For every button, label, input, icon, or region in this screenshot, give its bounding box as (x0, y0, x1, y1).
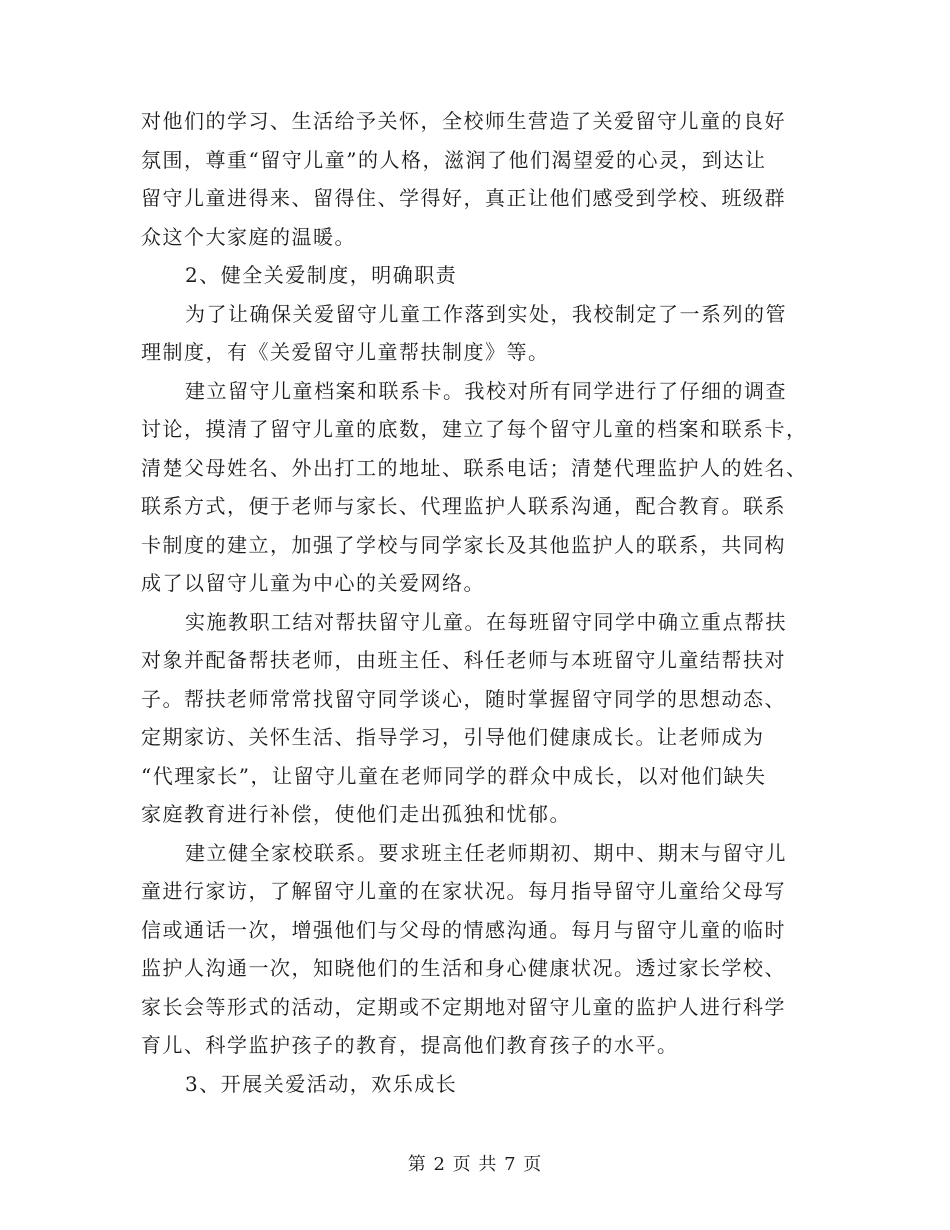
text-line: 定期家访、关怀生活、指导学习，引导他们健康成长。让老师成为 (141, 725, 765, 749)
text-line: 对他们的学习、生活给予关怀，全校师生营造了关爱留守儿童的良好 (141, 109, 786, 133)
text-line: 卡制度的建立，加强了学校与同学家长及其他监护人的联系，共同构 (141, 532, 786, 557)
text-line: 讨论，摸清了留守儿童的底数，建立了每个留守儿童的档案和联系卡， (141, 417, 808, 441)
text-line: 为了让确保关爱留守儿童工作落到实处，我校制定了一系列的管 (185, 301, 787, 326)
text-line: 监护人沟通一次，知晓他们的生活和身心健康状况。透过家长学校、 (141, 956, 786, 980)
section-heading: 2、健全关爱制度，明确职责 (185, 263, 458, 287)
text-line: 联系方式，便于老师与家长、代理监护人联系沟通，配合教育。联系 (141, 494, 786, 518)
text-line: 建立留守儿童档案和联系卡。我校对所有同学进行了仔细的调查 (185, 378, 787, 403)
text-line: 家长会等形式的活动，定期或不定期地对留守儿童的监护人进行科学 (141, 994, 786, 1019)
text-line: 理制度，有《关爱留守儿童帮扶制度》等。 (141, 340, 550, 364)
text-line: “代理家长”，让留守儿童在老师同学的群众中成长，以对他们缺失 (141, 763, 767, 788)
text-line: 育儿、科学监护孩子的教育，提高他们教育孩子的水平。 (141, 1033, 679, 1057)
text-line: 信或通话一次，增强他们与父母的情感沟通。每月与留守儿童的临时 (141, 917, 786, 942)
text-line: 子。帮扶老师常常找留守同学谈心，随时掌握留守同学的思想动态、 (141, 686, 786, 711)
text-line: 家庭教育进行补偿，使他们走出孤独和忧郁。 (141, 802, 571, 826)
page-number-footer: 第 2 页 共 7 页 (407, 1154, 543, 1175)
text-line: 氛围，尊重“留守儿童”的人格，滋润了他们渴望爱的心灵，到达让 (141, 147, 767, 172)
text-line: 童进行家访，了解留守儿童的在家状况。每月指导留守儿童给父母写 (141, 879, 786, 903)
text-line: 清楚父母姓名、外出打工的地址、联系电话；清楚代理监护人的姓名、 (141, 455, 808, 480)
text-line: 建立健全家校联系。要求班主任老师期初、期中、期末与留守儿 (185, 840, 787, 865)
text-line: 成了以留守儿童为中心的关爱网络。 (141, 571, 485, 595)
text-line: 留守儿童进得来、留得住、学得好，真正让他们感受到学校、班级群 (141, 186, 786, 210)
document-body (141, 102, 821, 1103)
section-heading: 3、开展关爱活动，欢乐成长 (185, 1071, 458, 1096)
text-line: 众这个大家庭的温暖。 (141, 224, 356, 249)
text-line: 实施教职工结对帮扶留守儿童。在每班留守同学中确立重点帮扶 (185, 609, 787, 634)
text-line: 对象并配备帮扶老师，由班主任、科任老师与本班留守儿童结帮扶对 (141, 648, 786, 672)
